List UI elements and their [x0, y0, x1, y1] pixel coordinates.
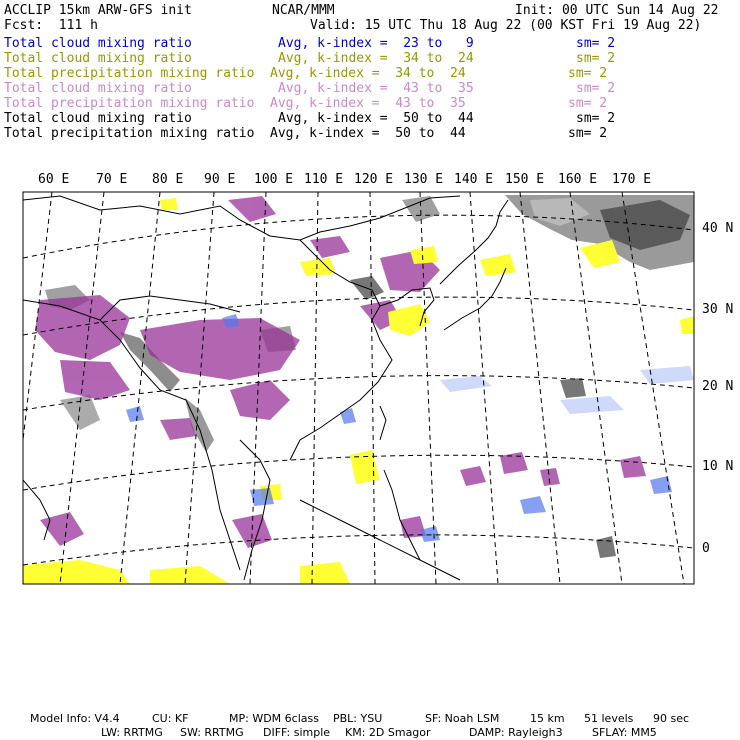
legend-row-avg: Avg, k-index = 43 to 35	[270, 96, 466, 111]
legend-row-avg: Avg, k-index = 50 to 44	[270, 126, 466, 141]
legend-row-field: Total precipitation mixing ratio	[4, 96, 255, 111]
footer-sflay: SFLAY: MM5	[592, 726, 657, 739]
footer-model-info: Model Info: V4.4	[30, 712, 120, 725]
legend-row-sm: sm= 2	[576, 111, 616, 126]
lat-label: 30 N	[702, 302, 734, 317]
footer-resolution: 15 km	[530, 712, 565, 725]
legend-row-avg: Avg, k-index = 43 to 35	[278, 81, 474, 96]
forecast-hour: Fcst: 111 h	[4, 18, 98, 33]
lon-label: 150 E	[505, 172, 545, 187]
center-label: NCAR/MMM	[272, 3, 335, 18]
map-layers	[23, 192, 694, 584]
lon-label: 120 E	[354, 172, 394, 187]
legend-row-sm: sm= 2	[576, 81, 616, 96]
lat-label: 20 N	[702, 379, 734, 394]
footer-timestep: 90 sec	[653, 712, 690, 725]
footer-sw: SW: RRTMG	[180, 726, 244, 739]
lon-label: 80 E	[152, 172, 184, 187]
legend-row-avg: Avg, k-index = 34 to 24	[270, 66, 466, 81]
footer-diff: DIFF: simple	[263, 726, 331, 739]
footer-km: KM: 2D Smagor	[345, 726, 431, 739]
footer-pbl: PBL: YSU	[333, 712, 383, 725]
lon-label: 70 E	[96, 172, 128, 187]
upper-cloud-layer	[35, 196, 646, 548]
lon-label: 170 E	[612, 172, 652, 187]
lon-label: 100 E	[254, 172, 294, 187]
lon-label: 160 E	[558, 172, 598, 187]
lon-label: 140 E	[454, 172, 494, 187]
legend-row-field: Total cloud mixing ratio	[4, 36, 192, 51]
legend-row-avg: Avg, k-index = 50 to 44	[278, 111, 474, 126]
lat-label: 40 N	[702, 221, 734, 236]
legend-row-sm: sm= 2	[568, 126, 608, 141]
valid-time: Valid: 15 UTC Thu 18 Aug 22 (00 KST Fri 19 Aug 22)	[310, 18, 702, 33]
init-time: Init: 00 UTC Sun 14 Aug 22	[515, 3, 719, 18]
footer-cu: CU: KF	[152, 712, 189, 725]
model-title: ACCLIP 15km ARW-GFS init	[4, 3, 192, 18]
legend-row-field: Total cloud mixing ratio	[4, 51, 192, 66]
legend-row-field: Total precipitation mixing ratio	[4, 66, 255, 81]
legend-row-sm: sm= 2	[576, 51, 616, 66]
lon-label: 60 E	[38, 172, 70, 187]
legend-row-field: Total cloud mixing ratio	[4, 81, 192, 96]
footer-lw: LW: RRTMG	[101, 726, 163, 739]
legend-row-avg: Avg, k-index = 34 to 24	[278, 51, 474, 66]
lat-label: 10 N	[702, 459, 734, 474]
footer-levels: 51 levels	[584, 712, 634, 725]
lon-label: 110 E	[304, 172, 344, 187]
lat-label: 0	[702, 541, 710, 556]
legend-row-avg: Avg, k-index = 23 to 9	[278, 36, 474, 51]
legend-row-sm: sm= 2	[568, 66, 608, 81]
lon-label: 130 E	[404, 172, 444, 187]
footer-damp: DAMP: Rayleigh3	[469, 726, 563, 739]
footer-sf: SF: Noah LSM	[425, 712, 500, 725]
legend-row-field: Total precipitation mixing ratio	[4, 126, 255, 141]
legend-row-sm: sm= 2	[576, 36, 616, 51]
footer-mp: MP: WDM 6class	[229, 712, 319, 725]
legend-row-sm: sm= 2	[568, 96, 608, 111]
lon-label: 90 E	[204, 172, 236, 187]
legend-row-field: Total cloud mixing ratio	[4, 111, 192, 126]
